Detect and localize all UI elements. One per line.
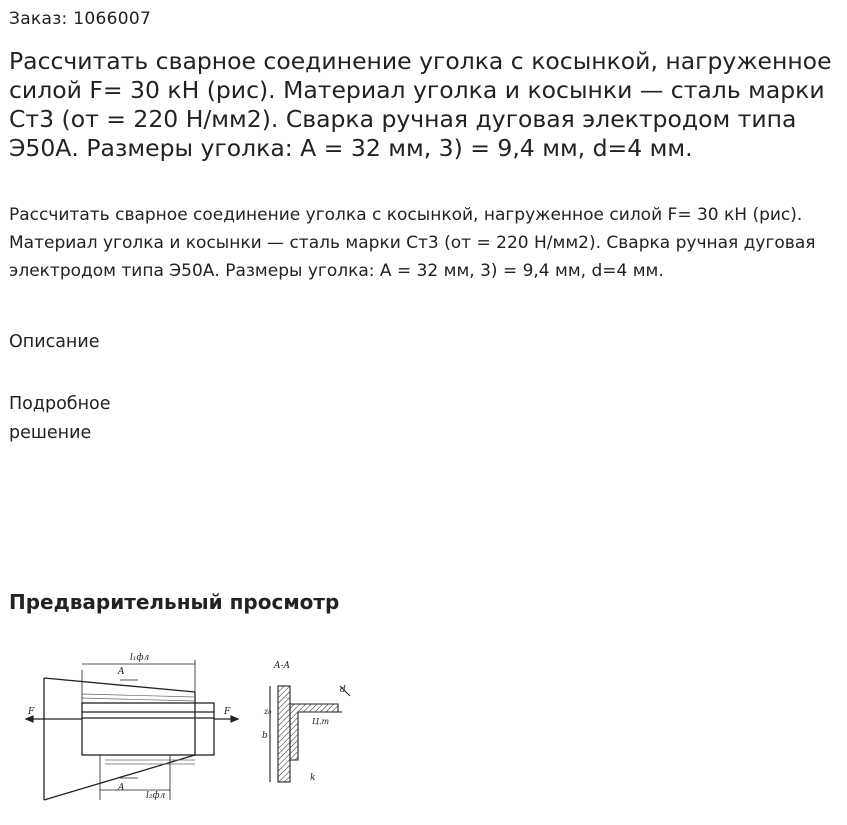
description-label: Описание bbox=[9, 332, 100, 352]
angle-profile bbox=[82, 703, 214, 755]
task-title: Рассчитать сварное соединение уголка с косынкой, нагруженное силой F= 30 кН (рис). Материал уголка и косынки — сталь марки Ст3 (от = 220 Н/мм2). Сварка ручная дуговая электродом типа Э50А. Размеры уголка: А = 32 мм, 3) = 9,4 мм, d=4 мм. bbox=[9, 47, 832, 162]
a-top-label: A bbox=[118, 667, 125, 677]
weld-drawing bbox=[20, 650, 360, 810]
force-left-label: F bbox=[28, 707, 35, 717]
dimension-lines bbox=[82, 660, 195, 800]
order-number: Заказ: 1066007 bbox=[9, 9, 152, 29]
l1-label: l₁фл bbox=[130, 653, 150, 663]
section-label: A-A bbox=[274, 661, 291, 671]
weld-lines bbox=[82, 694, 195, 764]
a-bottom-label: A bbox=[118, 783, 125, 793]
b-label: b bbox=[262, 731, 268, 741]
cog-label: Ц.т bbox=[312, 717, 330, 726]
solution-label: Подробное решение bbox=[9, 394, 111, 443]
z0-label: z₀ bbox=[264, 707, 272, 716]
task-description: Рассчитать сварное соединение уголка с косынкой, нагруженное силой F= 30 кН (рис). Материал уголка и косынки — сталь марки Ст3 (от = 220 Н/мм2). Сварка ручная дуговая электродом типа Э50А. Размеры уголка: А = 32 мм, 3) = 9,4 мм, d=4 мм. bbox=[9, 205, 816, 281]
d-label: d bbox=[340, 685, 346, 695]
k-label: k bbox=[310, 773, 316, 783]
preview-title: Предварительный просмотр bbox=[9, 590, 340, 614]
section-view bbox=[270, 686, 350, 782]
force-right-label: F bbox=[224, 707, 231, 717]
force-arrows bbox=[26, 716, 238, 722]
l2-label: l₂фл bbox=[146, 791, 166, 801]
